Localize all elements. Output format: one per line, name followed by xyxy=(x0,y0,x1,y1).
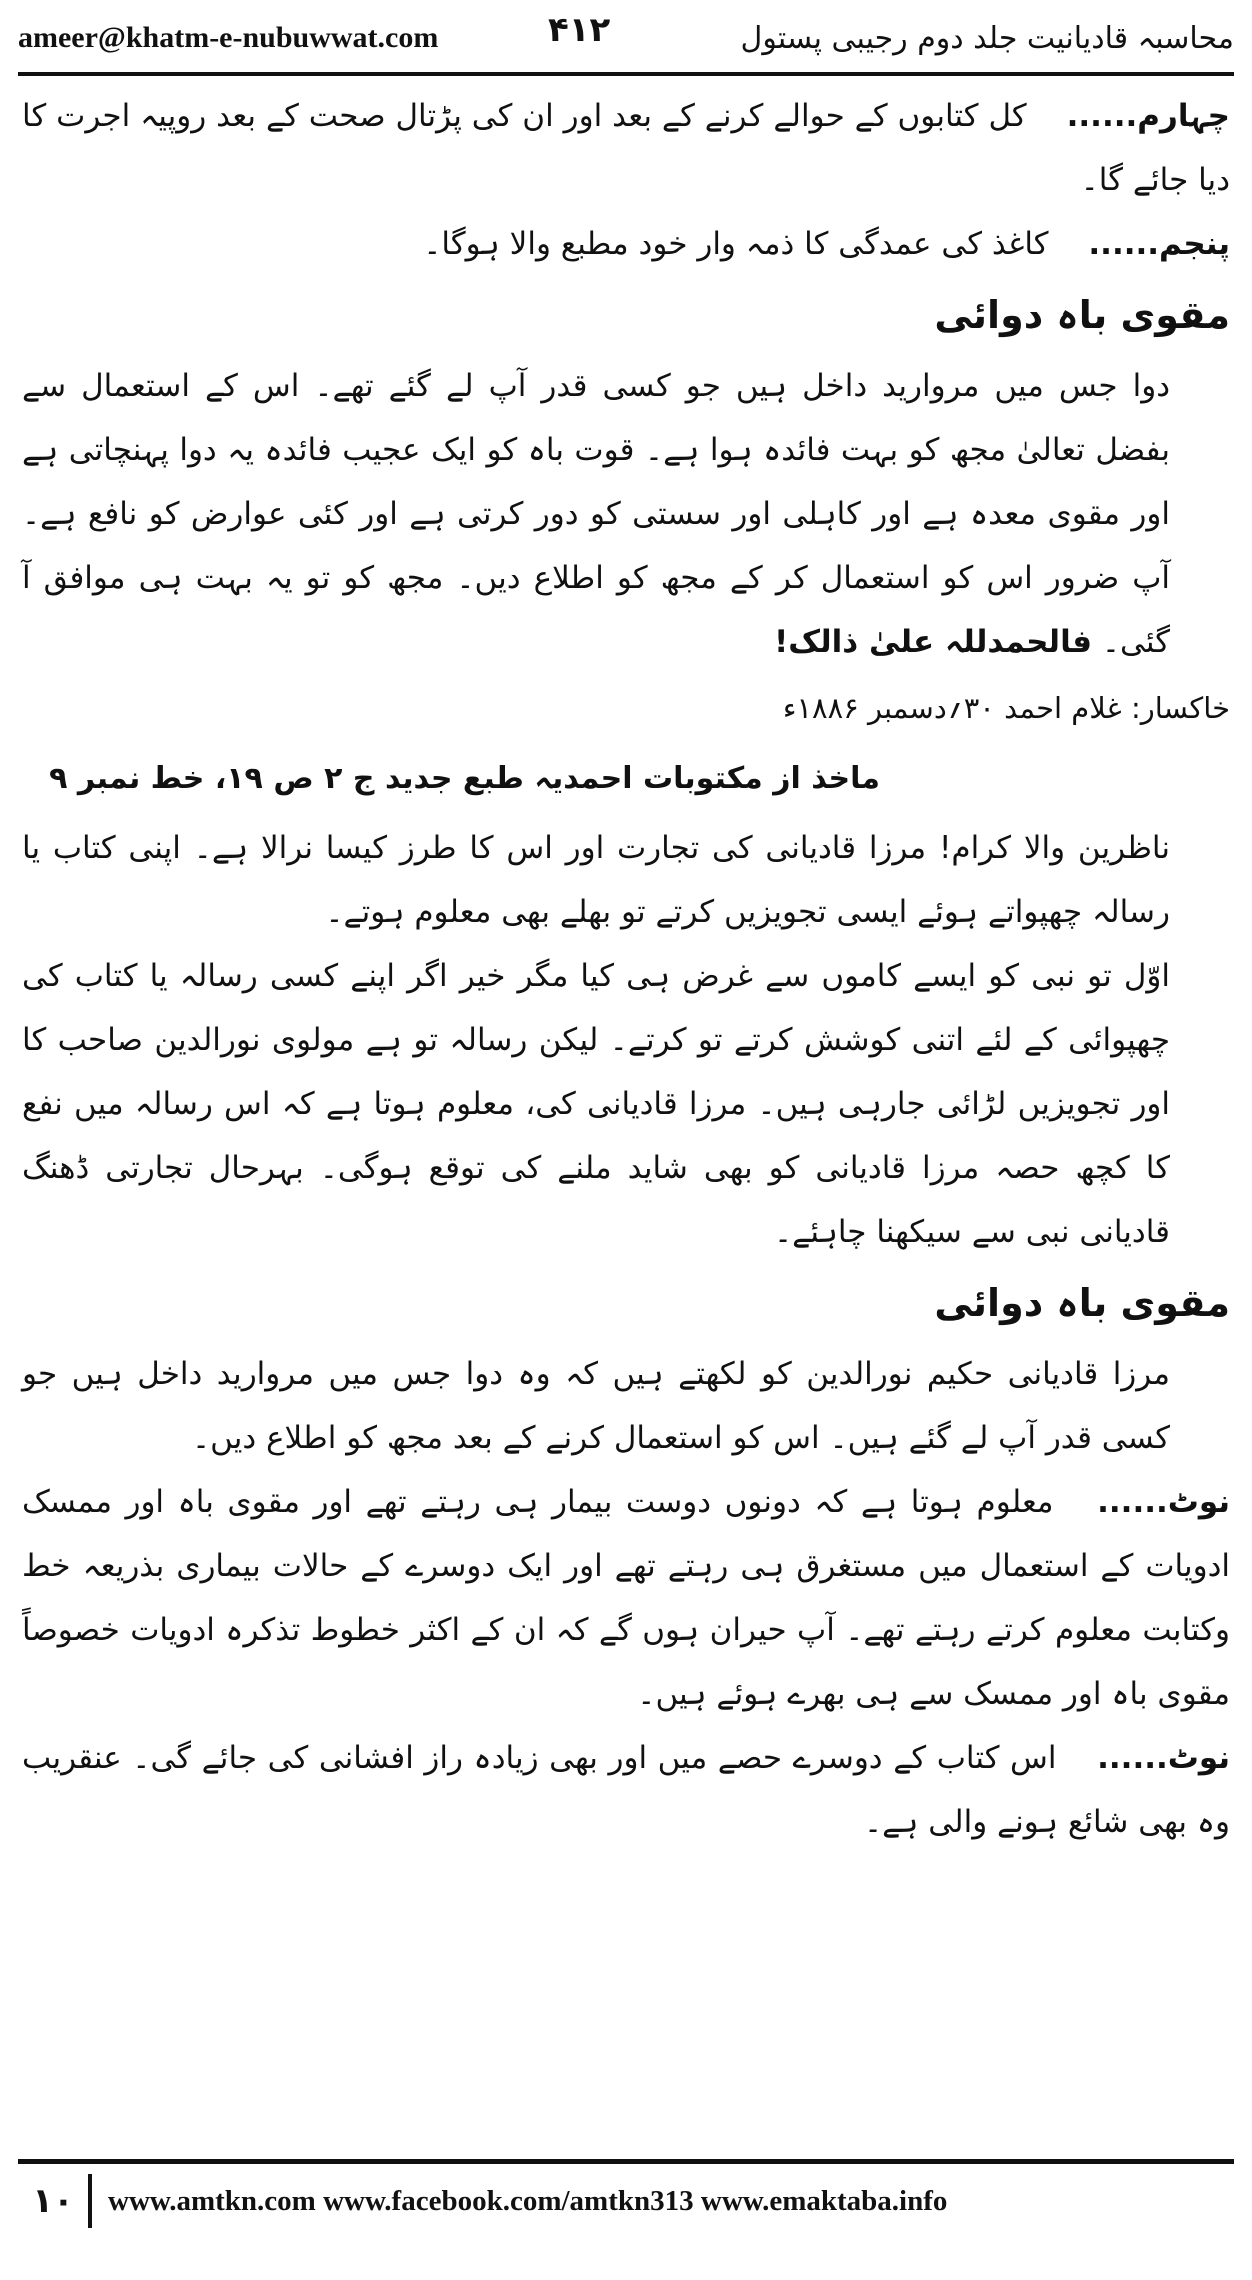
header-page-number: ۴۱۲ xyxy=(548,10,611,50)
header-book-title: محاسبہ قادیانیت جلد دوم رجیبی پستول xyxy=(740,20,1234,56)
item5-label: پنجم...... xyxy=(1088,226,1230,262)
paragraph-1-closing: فالحمدللہ علیٰ ذالک! xyxy=(774,624,1093,660)
item4-label: چہارم...... xyxy=(1066,98,1230,134)
paragraph-4: مرزا قادیانی حکیم نورالدین کو لکھتے ہیں کہ وہ دوا جس میں مروارید داخل ہیں جو کسی قدر آپ لے گئے ہیں۔ اس کو استعمال کرنے کے بعد مجھ کو اطلاع دیں۔ xyxy=(22,1356,1170,1456)
section-heading-2: مقوی باہ دوائی xyxy=(934,1281,1230,1325)
note1-text: معلوم ہوتا ہے کہ دونوں دوست بیمار ہی رہتے تھے اور مقوی باہ اور ممسک ادویات کے استعمال میں مستغرق ہی رہتے تھے اور ایک دوسرے کے حالات بیماری بذریعہ خط وکتابت معلوم کرتے رہتے تھے۔ آپ حیران ہوں گے کہ ان کے اکثر خطوط تذکرہ ادویات خصوصاً مقوی باہ اور ممسک سے ہی بھرے ہوئے ہیں۔ xyxy=(22,1484,1230,1712)
item5-text: کاغذ کی عمدگی کا ذمہ وار خود مطبع والا ہوگا۔ xyxy=(423,226,1049,262)
paragraph-3: اوّل تو نبی کو ایسے کاموں سے غرض ہی کیا مگر خیر اگر اپنے کسی رسالہ یا کتاب کی چھپوائی کے لئے اتنی کوشش کرتے تو کرتے۔ لیکن رسالہ تو ہے مولوی نورالدین صاحب کا اور تجویزیں لڑائی جارہی ہیں۔ مرزا قادیانی کی، معلوم ہوتا ہے کہ اس رسالہ میں نفع کا کچھ حصہ مرزا قادیانی کو بھی شاید ملنے کی توقع ہوگی۔ بہرحال تجارتی ڈھنگ قادیانی نبی سے سیکھنا چاہئے۔ xyxy=(22,958,1170,1250)
header-email: ameer@khatm-e-nubuwwat.com xyxy=(18,21,439,54)
note2-text: اس کتاب کے دوسرے حصے میں اور بھی زیادہ راز افشانی کی جائے گی۔ عنقریب وہ بھی شائع ہونے والی ہے۔ xyxy=(22,1740,1230,1840)
paragraph-1 xyxy=(22,354,1230,674)
note2-label: نوٹ...... xyxy=(1097,1740,1230,1776)
section-heading-1: مقوی باہ دوائی xyxy=(934,293,1230,337)
note-1 xyxy=(22,1470,1230,1726)
header-rule xyxy=(18,72,1234,76)
footer-page-number: ۱۰ xyxy=(18,2174,92,2228)
page-header xyxy=(18,8,1234,68)
note-2 xyxy=(22,1726,1230,1854)
paragraph-1-text: دوا جس میں مروارید داخل ہیں جو کسی قدر آپ لے گئے تھے۔ اس کے استعمال سے بفضل تعالیٰ مجھ کو بہت فائدہ ہوا ہے۔ قوت باہ کو ایک عجیب فائدہ یہ دوا پہنچاتی ہے اور مقوی معدہ ہے اور کاہلی اور سستی کو دور کرتی ہے اور کئی عوارض کو نافع ہے۔ آپ ضرور اس کو استعمال کر کے مجھ کو اطلاع دیں۔ مجھ کو تو یہ بہت ہی موافق آ گئی۔ xyxy=(22,368,1170,660)
signature-line: خاکسار: غلام احمد ۳۰؍دسمبر ۱۸۸۶ء xyxy=(782,691,1230,725)
footer-links: www.amtkn.com www.facebook.com/amtkn313 www.emaktaba.info xyxy=(108,2185,948,2217)
paragraph-2: ناظرین والا کرام! مرزا قادیانی کی تجارت اور اس کا طرز کیسا نرالا ہے۔ اپنی کتاب یا رسالہ چھپواتے ہوئے ایسی تجویزیں کرتے تو بھلے بھی معلوم ہوتے۔ xyxy=(22,830,1170,930)
item4-text: کل کتابوں کے حوالے کرنے کے بعد اور ان کی پڑتال صحت کے بعد روپیہ اجرت کا دیا جائے گا۔ xyxy=(22,98,1230,198)
note1-label: نوٹ...... xyxy=(1097,1484,1230,1520)
source-citation: ماخذ از مکتوبات احمدیہ طبع جدید ج ۲ ص ۱۹، خط نمبر ۹ xyxy=(49,761,880,796)
list-item-4 xyxy=(22,84,1230,212)
page-content xyxy=(22,84,1230,2130)
list-item-5 xyxy=(22,212,1230,276)
page-footer xyxy=(18,2159,1234,2234)
